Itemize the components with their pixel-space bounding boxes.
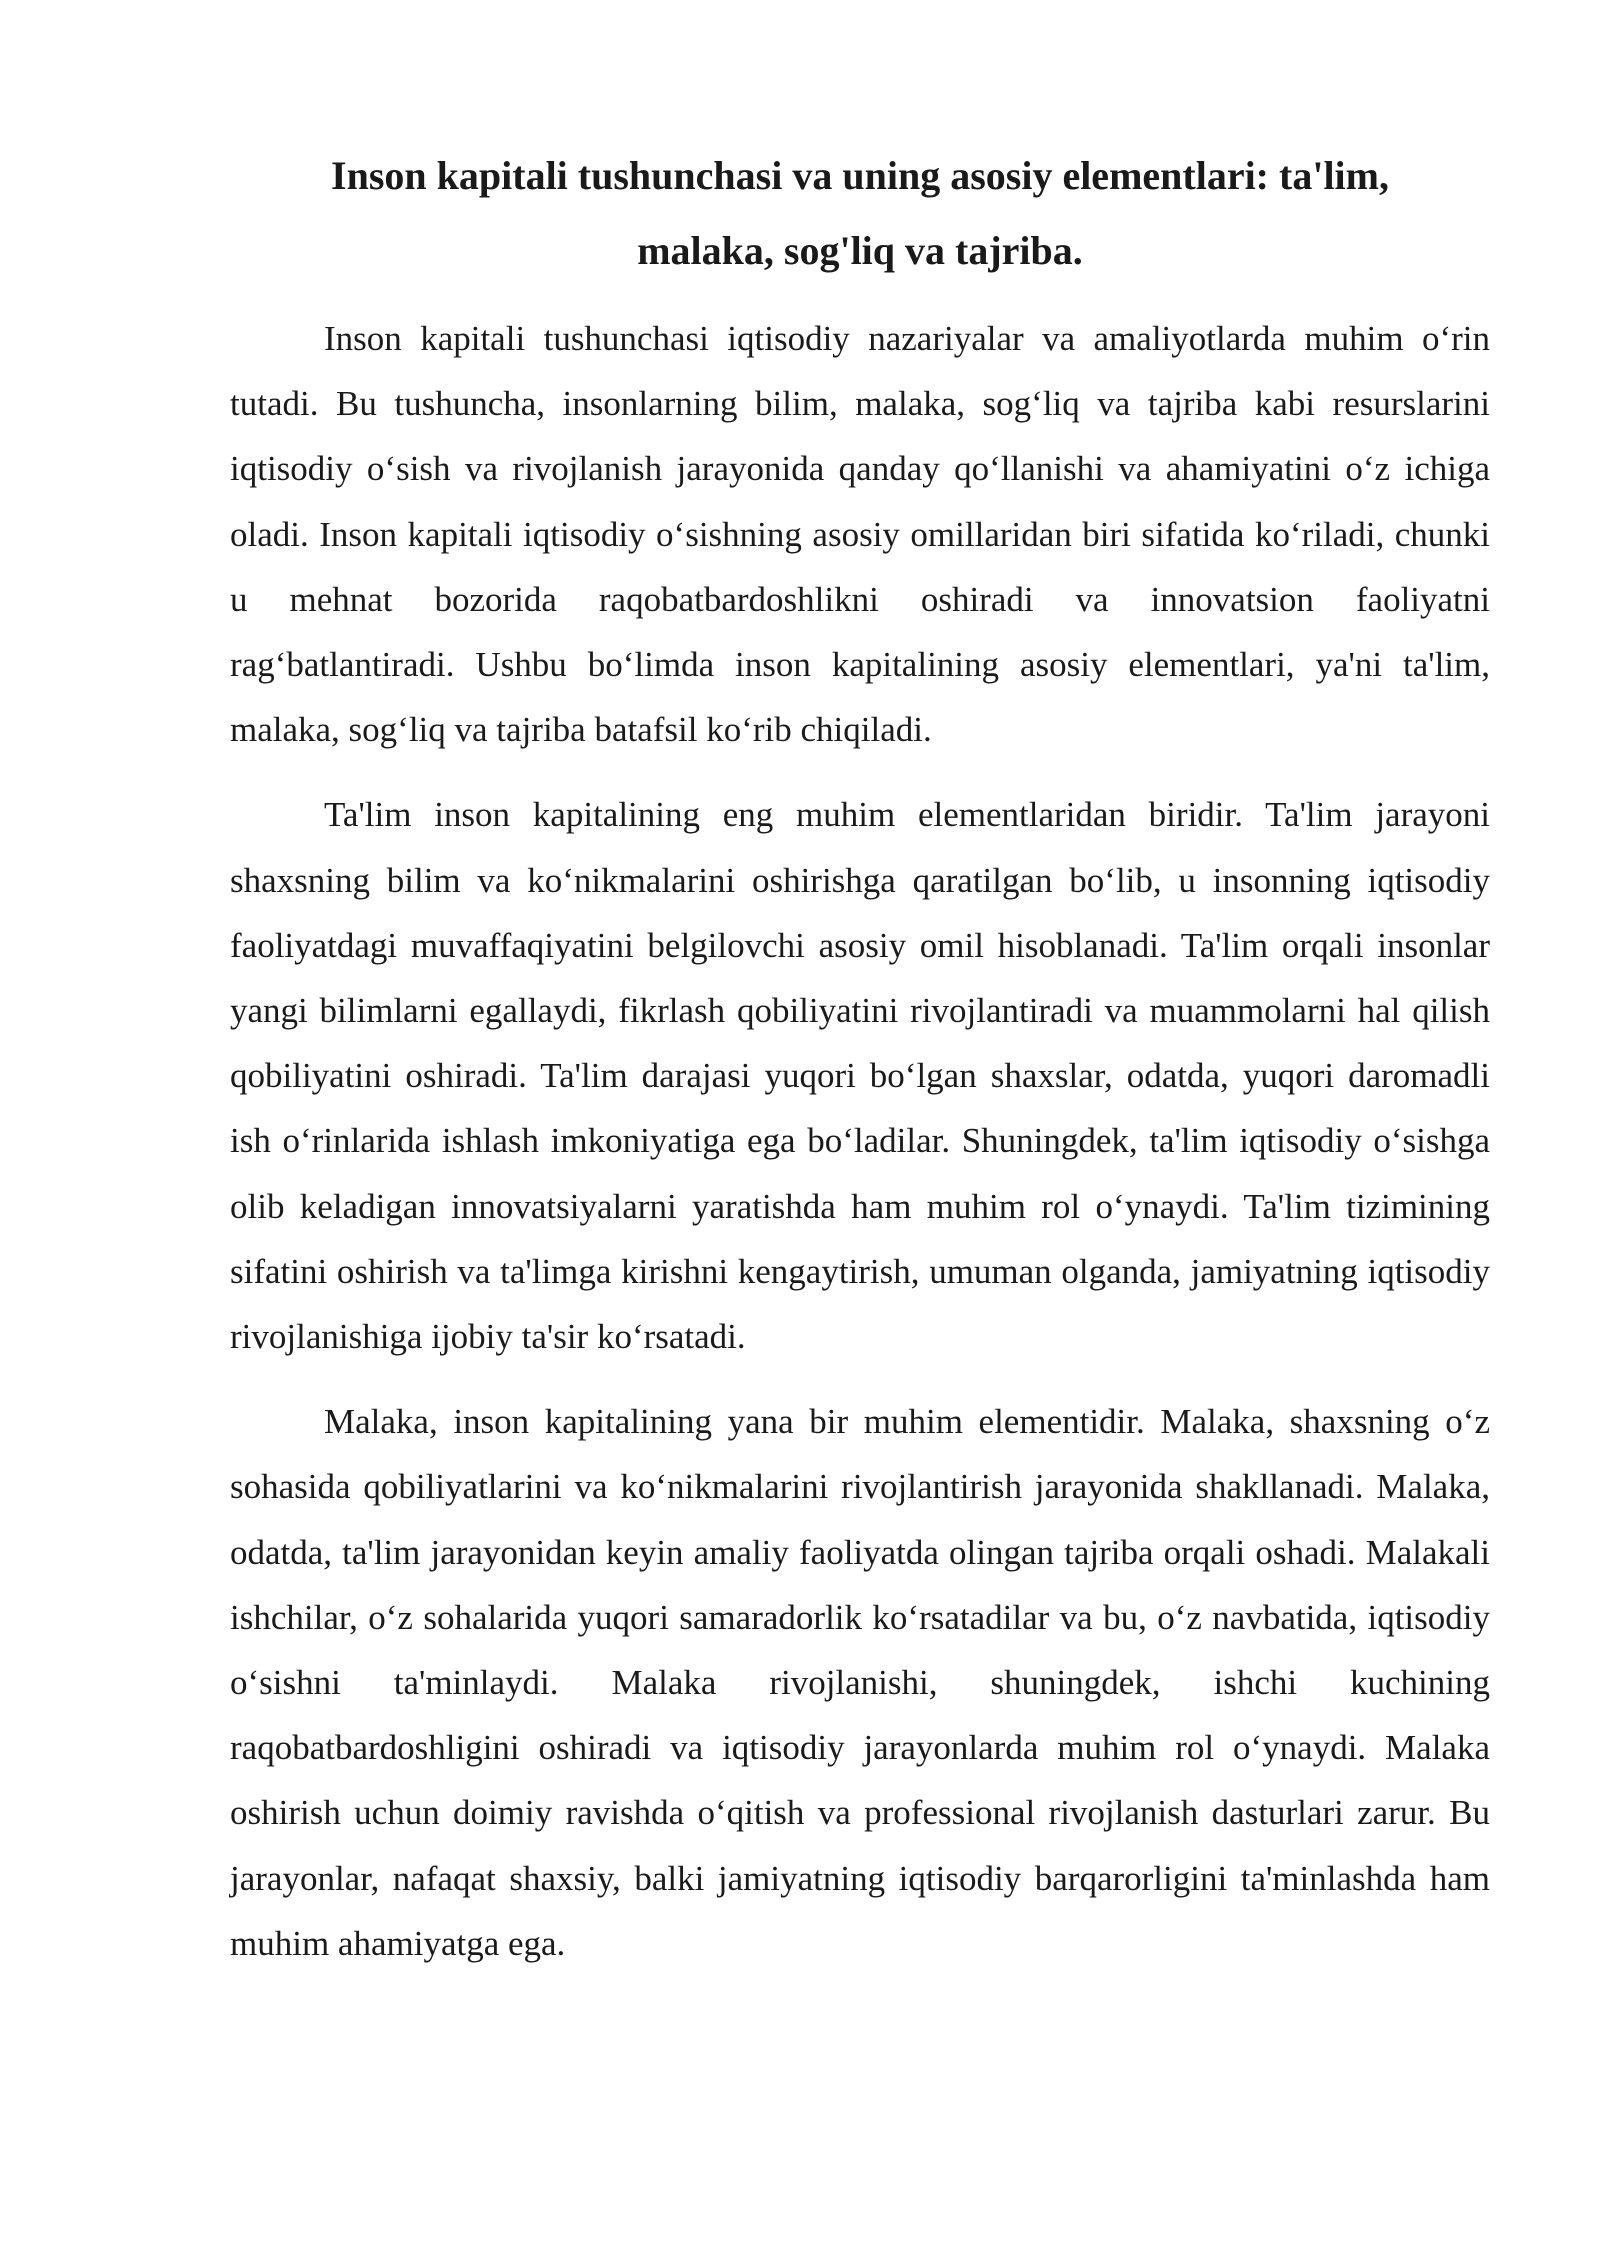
paragraph-intro: Inson kapitali tushunchasi iqtisodiy nazariyalar va amaliyotlarda muhim oʻrin tutadi. Bu tushuncha, insonlarning bilim, malaka, sogʻliq va tajriba kabi resurslarini iqtisodiy oʻsish va rivojlanish jarayonida qanday qoʻllanishi va ahamiyatini oʻz ichiga oladi. Inson kapitali iqtisodiy oʻsishning asosiy omillaridan biri sifatida koʻriladi, chunki u mehnat bozorida raqobatbardoshlikni oshiradi va innovatsion faoliyatni ragʻbatlantiradi. Ushbu boʻlimda inson kapitalining asosiy elementlari, ya'ni ta'lim, malaka, sogʻliq va tajriba batafsil koʻrib chiqiladi.: [230, 319, 1490, 750]
document-title: [230, 138, 1490, 288]
title-line-2: malaka, sog'liq va tajriba.: [637, 228, 1083, 273]
title-line-1: Inson kapitali tushunchasi va uning asosiy elementlari: ta'lim,: [331, 153, 1389, 198]
document-body: [230, 138, 1490, 1996]
paragraph-talim: Ta'lim inson kapitalining eng muhim elementlaridan biridir. Ta'lim jarayoni shaxsning bilim va koʻnikmalarini oshirishga qaratilgan boʻlib, u insonning iqtisodiy faoliyatdagi muvaffaqiyatini belgilovchi asosiy omil hisoblanadi. Ta'lim orqali insonlar yangi bilimlarni egallaydi, fikrlash qobiliyatini rivojlantiradi va muammolarni hal qilish qobiliyatini oshiradi. Ta'lim darajasi yuqori boʻlgan shaxslar, odatda, yuqori daromadli ish oʻrinlarida ishlash imkoniyatiga ega boʻladilar. Shuningdek, ta'lim iqtisodiy oʻsishga olib keladigan innovatsiyalarni yaratishda ham muhim rol oʻynaydi. Ta'lim tizimining sifatini oshirish va ta'limga kirishni kengaytirish, umuman olganda, jamiyatning iqtisodiy rivojlanishiga ijobiy ta'sir koʻrsatadi.: [230, 795, 1490, 1357]
paragraph-malaka: Malaka, inson kapitalining yana bir muhim elementidir. Malaka, shaxsning oʻz sohasida qobiliyatlarini va koʻnikmalarini rivojlantirish jarayonida shakllanadi. Malaka, odatda, ta'lim jarayonidan keyin amaliy faoliyatda olingan tajriba orqali oshadi. Malakali ishchilar, oʻz sohalarida yuqori samaradorlik koʻrsatadilar va bu, oʻz navbatida, iqtisodiy oʻsishni ta'minlaydi. Malaka rivojlanishi, shuningdek, ishchi kuchining raqobatbardoshligini oshiradi va iqtisodiy jarayonlarda muhim rol oʻynaydi. Malaka oshirish uchun doimiy ravishda oʻqitish va professional rivojlanish dasturlari zarur. Bu jarayonlar, nafaqat shaxsiy, balki jamiyatning iqtisodiy barqarorligini ta'minlashda ham muhim ahamiyatga ega.: [230, 1402, 1490, 1963]
